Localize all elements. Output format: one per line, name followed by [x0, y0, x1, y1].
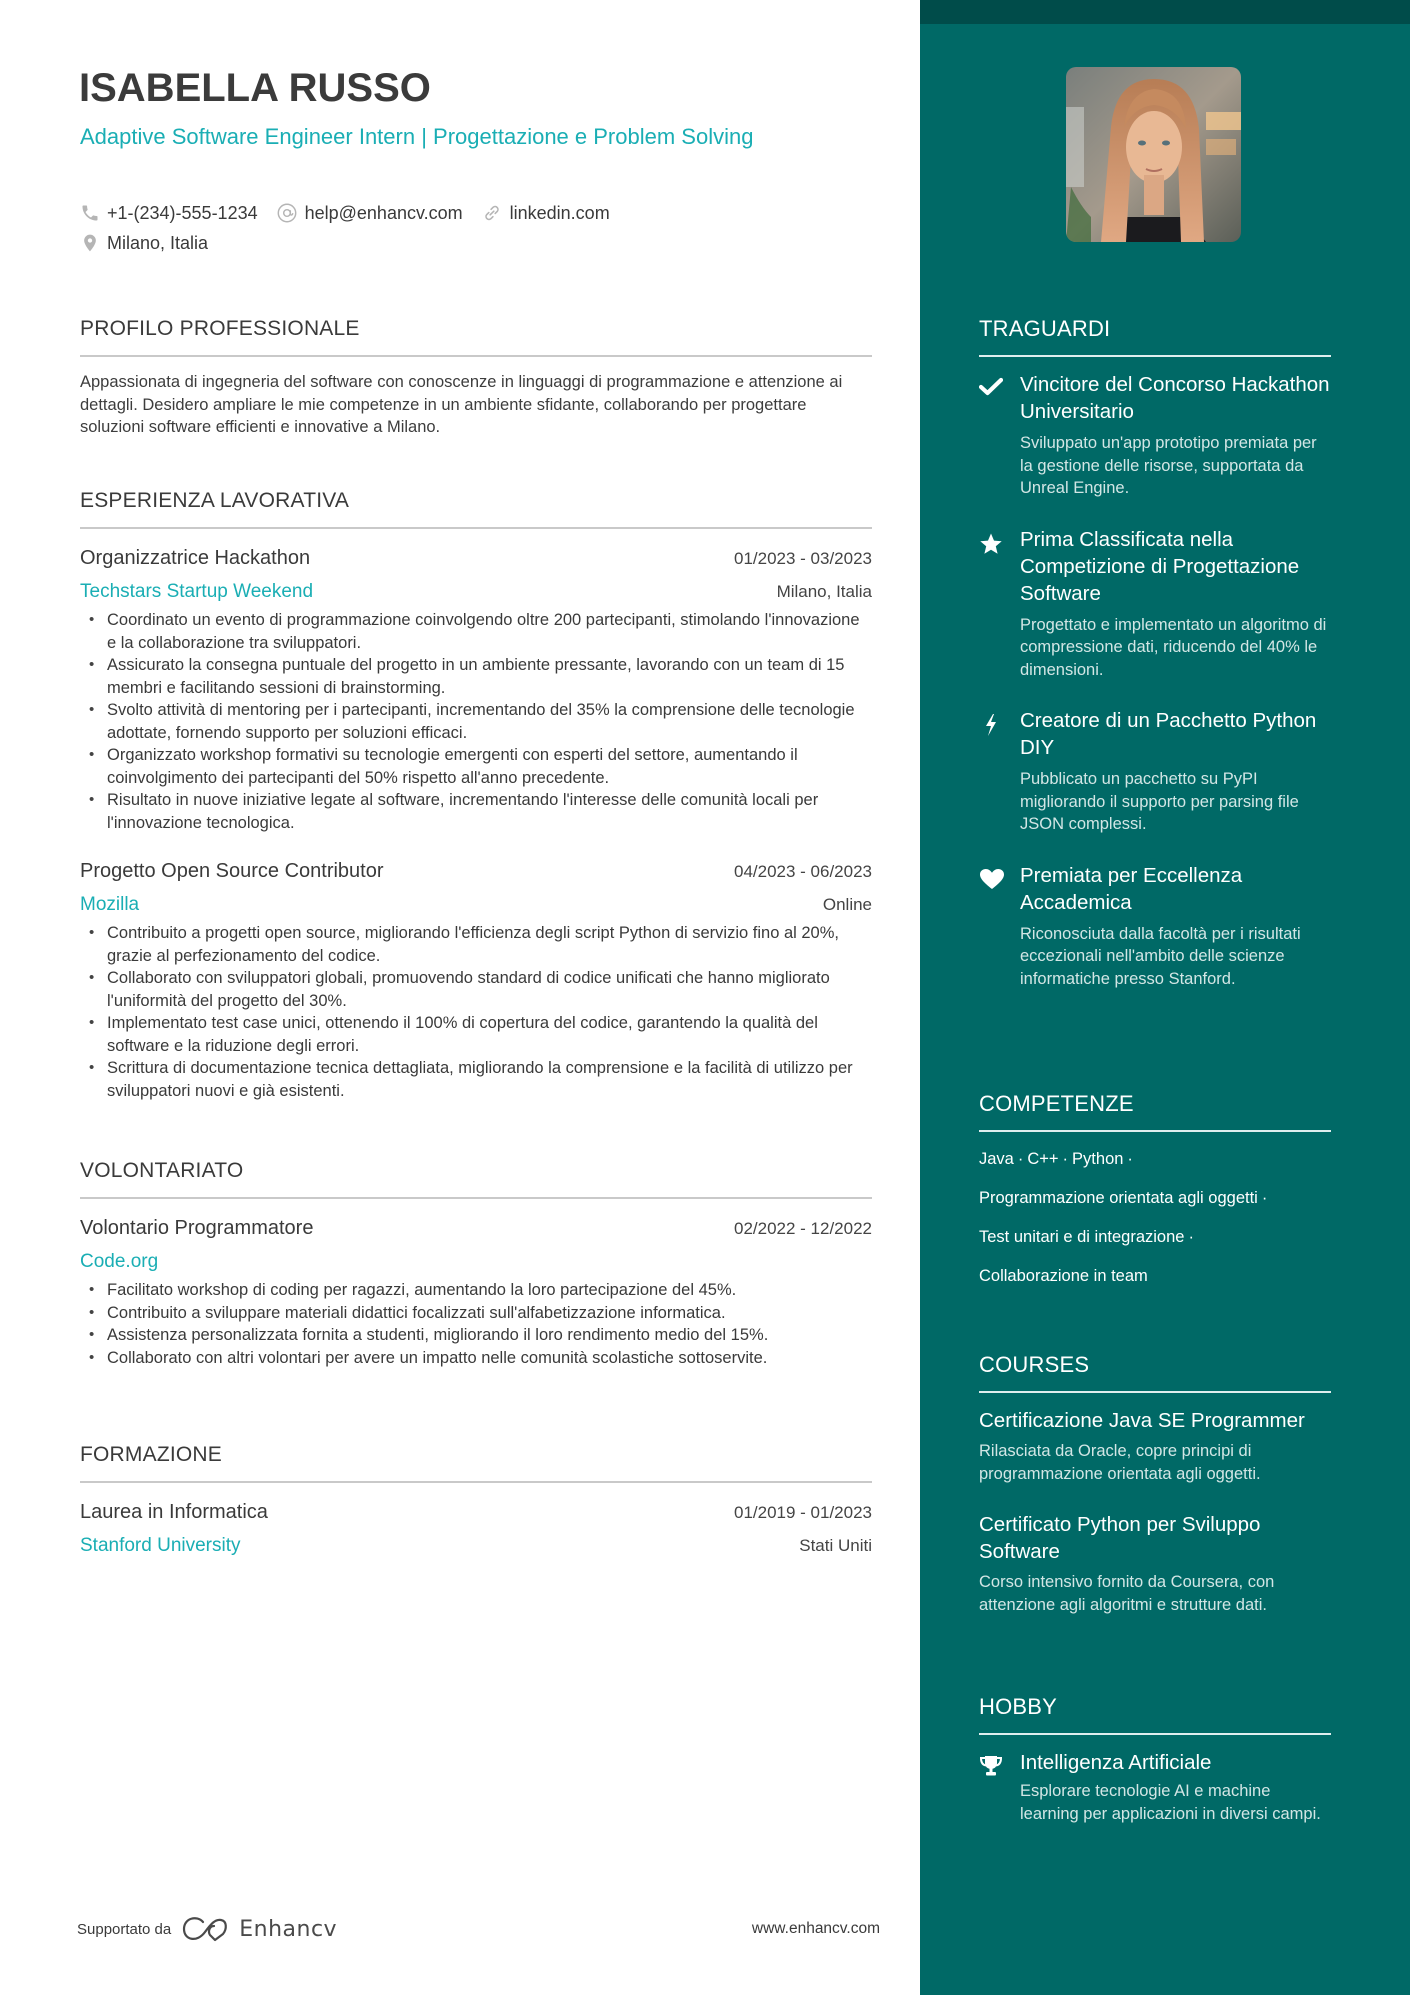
summary-text: Appassionata di ingegneria del software con conoscenze in linguaggi di programmazione e attenzione ai dettagli. Desidero ampliare le mie competenze in un ambiente sfidante, collaborando per progettare soluzioni software efficienti e innovative a Milano. — [80, 373, 843, 436]
achievement-description: Sviluppato un'app prototipo premiata per la gestione delle risorse, supportata da Unreal Engine. — [1020, 434, 1317, 497]
volunteering-section — [80, 1155, 872, 1369]
bolt-icon — [982, 713, 1000, 737]
bullet-item: • Contribuito a sviluppare materiali didattici focalizzati sull'alfabetizzazione informatica. — [80, 1302, 872, 1325]
footer — [77, 1916, 880, 1942]
achievements-section — [979, 313, 1331, 990]
skills-list — [979, 1140, 1331, 1296]
achievement-item — [979, 862, 1331, 991]
section-divider — [979, 1130, 1331, 1132]
course-item — [979, 1407, 1331, 1485]
phone-text: +1-(234)-555-1234 — [107, 202, 258, 223]
candidate-headline: Adaptive Software Engineer Intern | Progettazione e Problem Solving — [80, 124, 754, 149]
contact-row-2 — [80, 228, 840, 258]
brand-name: Enhancv — [239, 1916, 338, 1942]
contact-row-1 — [80, 198, 840, 228]
bullet-item: • Assistenza personalizzata fornita a studenti, migliorando il loro rendimento medio del 15%. — [80, 1324, 872, 1347]
resume-sidebar — [920, 0, 1410, 1995]
experience-section — [80, 485, 872, 1102]
powered-by — [77, 1916, 337, 1942]
course-description: Corso intensivo fornito da Coursera, con attenzione agli algoritmi e strutture dati. — [979, 1573, 1275, 1614]
volunteer-org: Code.org — [80, 1251, 159, 1272]
section-divider — [80, 1481, 872, 1483]
achievement-title: Creatore di un Pacchetto Python DIY — [1020, 709, 1317, 759]
website-link[interactable]: www.enhancv.com — [751, 1920, 880, 1937]
school-location: Stati Uniti — [799, 1536, 872, 1555]
bullet-item: • Assicurato la consegna puntuale del progetto in un ambiente pressante, lavorando con un team di 15 membri e facilitando sessioni di brainstorming. — [80, 654, 872, 699]
contact-email[interactable] — [276, 202, 463, 224]
bullet-item: • Collaborato con altri volontari per avere un impatto nelle comunità scolastiche sottoservite. — [80, 1347, 872, 1370]
at-icon — [276, 202, 298, 224]
section-divider — [979, 1391, 1331, 1393]
bullet-item: • Contribuito a progetti open source, migliorando l'efficienza degli script Python di servizio fino al 20%, grazie al perfezionamento del codice. — [80, 922, 872, 967]
section-divider — [80, 355, 872, 357]
link-text: linkedin.com — [509, 202, 610, 223]
course-title: Certificato Python per Sviluppo Software — [979, 1513, 1261, 1563]
course-item — [979, 1511, 1331, 1616]
achievement-description: Riconosciuta dalla facoltà per i risultati eccezionali nell'ambito delle scienze informatiche presso Stanford. — [1020, 924, 1301, 988]
course-description: Rilasciata da Oracle, copre principi di programmazione orientata agli oggetti. — [979, 1442, 1261, 1483]
volunteering-entry — [80, 1213, 872, 1369]
school-name: Stanford University — [80, 1535, 241, 1556]
section-title-experience: ESPERIENZA LAVORATIVA — [80, 489, 350, 512]
section-divider — [80, 527, 872, 529]
volunteer-dates: 02/2022 - 12/2022 — [733, 1219, 872, 1238]
hobbies-section — [979, 1691, 1331, 1825]
check-icon — [979, 377, 1003, 397]
achievement-title: Prima Classificata nella Competizione di Progettazione Software — [1020, 527, 1300, 605]
education-section — [80, 1439, 872, 1561]
company-name: Techstars Startup Weekend — [80, 581, 314, 602]
achievement-title: Premiata per Eccellenza Accademica — [1020, 863, 1243, 914]
section-divider — [979, 1733, 1331, 1735]
job-dates: 01/2023 - 03/2023 — [733, 549, 872, 568]
portrait-image — [1066, 67, 1241, 242]
skill-separator: · — [1062, 1150, 1069, 1168]
candidate-name: ISABELLA RUSSO — [79, 66, 431, 110]
bullet-item: • Svolto attività di mentoring per i partecipanti, incrementando del 35% la comprensione delle tecnologie adottate, fornendo supporto per soluzioni efficaci. — [80, 699, 872, 744]
skill-tag: Programmazione orientata agli oggetti — [979, 1189, 1258, 1207]
email-text: help@enhancv.com — [304, 202, 463, 223]
skills-section — [979, 1088, 1331, 1296]
bullet-item: • Facilitato workshop di coding per ragazzi, aumentando la loro partecipazione del 45%. — [80, 1279, 872, 1302]
trophy-icon — [979, 1755, 1003, 1777]
enhancv-logo-icon — [181, 1916, 229, 1942]
skill-separator: · — [1188, 1228, 1194, 1246]
job-title: Progetto Open Source Contributor — [80, 860, 384, 882]
volunteer-role: Volontario Programmatore — [80, 1217, 314, 1239]
section-divider — [80, 1197, 872, 1199]
bullet-item: • Organizzato workshop formativi su tecnologie emergenti con esperti del settore, aumentando il coinvolgimento dei partecipanti del 50% rispetto all'anno precedente. — [80, 744, 872, 789]
link-icon — [481, 202, 503, 224]
section-title-volunteering: VOLONTARIATO — [80, 1159, 244, 1182]
achievement-description: Pubblicato un pacchetto su PyPI migliorando il supporto per parsing file JSON complessi. — [1020, 770, 1299, 833]
job-location: Milano, Italia — [776, 582, 872, 601]
volunteer-bullets — [80, 1279, 872, 1369]
achievement-item — [979, 526, 1331, 682]
job-title: Organizzatrice Hackathon — [80, 547, 311, 569]
profile-photo — [1066, 67, 1241, 242]
bullet-item: • Collaborato con sviluppatori globali, promuovendo standard di codice unificati che hanno migliorato l'uniformità del progetto del 30%. — [80, 967, 872, 1012]
job-dates: 04/2023 - 06/2023 — [733, 862, 872, 881]
section-title-skills: COMPETENZE — [979, 1091, 1134, 1116]
contact-phone[interactable] — [80, 203, 258, 224]
location-pin-icon — [80, 232, 100, 254]
section-title-summary: PROFILO PROFESSIONALE — [80, 317, 360, 340]
bullet-item: • Risultato in nuove iniziative legate al software, incrementando l'interesse delle comunità locali per l'innovazione tecnologica. — [80, 789, 872, 834]
summary-section — [80, 313, 872, 439]
contact-location — [80, 232, 208, 254]
hobby-title: Intelligenza Artificiale — [1020, 1751, 1212, 1774]
experience-entry — [80, 856, 872, 1102]
skill-tag: C++ — [1027, 1150, 1059, 1168]
skill-separator: · — [1127, 1150, 1133, 1168]
course-title: Certificazione Java SE Programmer — [979, 1409, 1305, 1432]
skill-tag: Python — [1072, 1150, 1124, 1168]
skill-tag: Test unitari e di integrazione — [979, 1228, 1185, 1246]
job-location: Online — [822, 895, 872, 914]
bullet-item: • Coordinato un evento di programmazione coinvolgendo oltre 200 partecipanti, stimolando l'innovazione e la collaborazione tra sviluppatori. — [80, 609, 872, 654]
achievement-title: Vincitore del Concorso Hackathon Universitario — [1020, 373, 1330, 423]
powered-by-label: Supportato da — [77, 1920, 172, 1938]
section-title-education: FORMAZIONE — [80, 1443, 222, 1466]
phone-icon — [80, 203, 100, 223]
bullet-item: • Scrittura di documentazione tecnica dettagliata, migliorando la comprensione e la facilità di utilizzo per sviluppatori nuovi e già esistenti. — [80, 1057, 872, 1102]
section-title-achievements: TRAGUARDI — [979, 316, 1111, 341]
achievement-description: Progettato e implementato un algoritmo di compressione dati, riducendo del 40% le dimensioni. — [1020, 615, 1327, 679]
achievement-item — [979, 707, 1331, 836]
section-divider — [979, 355, 1331, 357]
skill-tag: Java — [979, 1150, 1014, 1168]
experience-entry — [80, 543, 872, 834]
hobby-description: Esplorare tecnologie AI e machine learning per applicazioni in diversi campi. — [1020, 1782, 1321, 1823]
section-title-courses: COURSES — [979, 1352, 1090, 1377]
job-bullets — [80, 609, 872, 834]
bullet-item: • Implementato test case unici, ottenendo il 100% di copertura del codice, garantendo la qualità del software e la riduzione degli errori. — [80, 1012, 872, 1057]
contact-info — [80, 198, 840, 258]
location-text: Milano, Italia — [107, 232, 209, 253]
degree-name: Laurea in Informatica — [80, 1501, 268, 1523]
achievement-item — [979, 371, 1331, 500]
skill-separator: · — [1261, 1189, 1268, 1207]
education-dates: 01/2019 - 01/2023 — [733, 1503, 872, 1522]
sidebar-top-band — [920, 0, 1410, 24]
company-name: Mozilla — [80, 894, 140, 915]
skill-separator: · — [1017, 1150, 1024, 1168]
education-entry — [80, 1497, 872, 1561]
section-title-hobbies: HOBBY — [979, 1694, 1058, 1719]
hobby-item — [979, 1749, 1331, 1825]
contact-link[interactable] — [481, 202, 610, 224]
job-bullets — [80, 922, 872, 1102]
heart-icon — [979, 868, 1005, 890]
courses-section — [979, 1349, 1331, 1616]
star-icon — [979, 532, 1003, 556]
skill-tag: Collaborazione in team — [979, 1267, 1148, 1285]
